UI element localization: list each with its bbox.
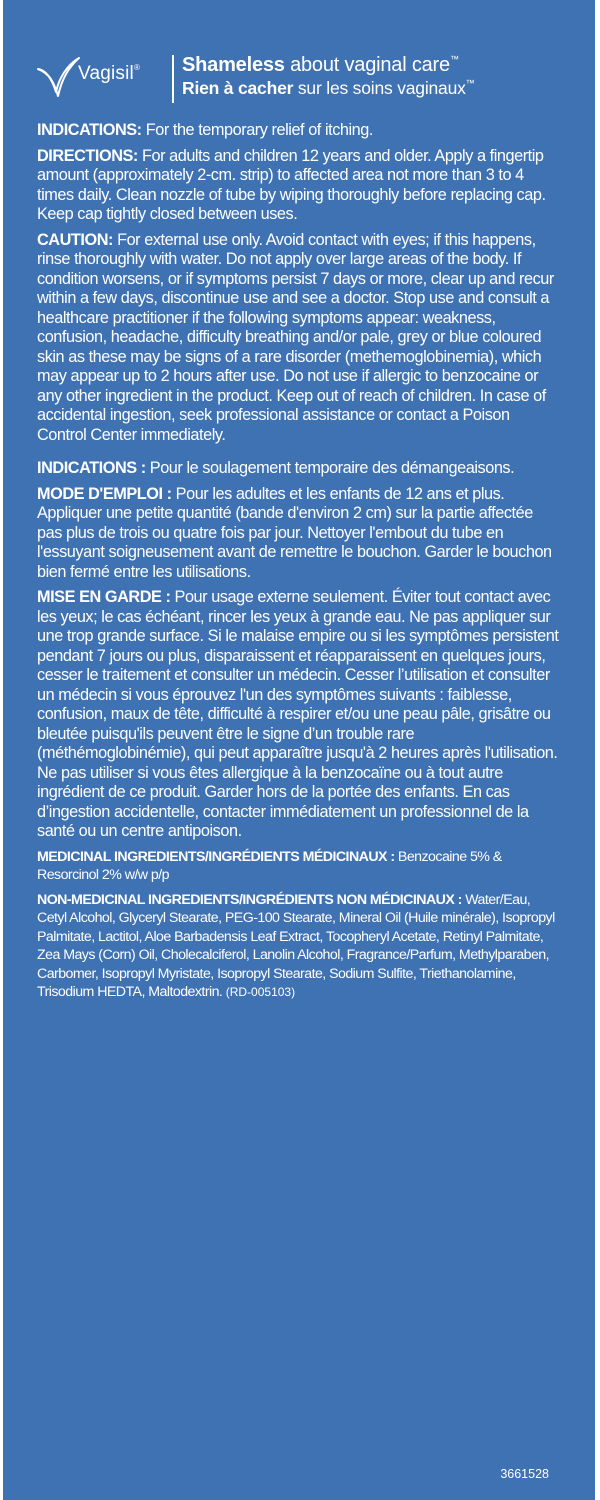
fr-mode-emploi: MODE D'EMPLOI : Pour les adultes et les enfants de 12 ans et plus. Appliquer une petite quantité (bande d'environ 2 cm) sur la partie affectée pas plus de trois ou quatre fois par jour. Nettoyer l'embout du tube en l'essuyant soigneusement avant de remettre le bouchon. Garder le bouchon bien fermé entre les utilisations.: [37, 484, 552, 581]
fr-mise-en-garde: MISE EN GARDE : Pour usage externe seulement. Éviter tout contact avec les yeux; le cas échéant, rincer les yeux à grande eau. Ne pas appliquer sur une trop grande surface. Si le malaise empire ou si les symptômes persistent pendant 7 jours ou plus, disparaissent et réapparaissent en quelques jours, cesser le traitement et consulter un médecin. Cesser l’utilisation et consulter un médecin si vous éprouvez l'un des symptômes suivants : faiblesse, confusion, maux de tête, difficulté à respirer et/ou une peau pâle, grisâtre ou bleutée puisqu'ils peuvent être le signe d’un trouble rare (méthémoglobinémie), qui peut apparaître jusqu'à 2 heures après l'utilisation. Ne pas utiliser si vous êtes allergique à la benzocaïne ou à tout autre ingrédient de ce produit. Garder hors de la portée des enfants. En cas d’ingestion accidentelle, contacter immédiatement un professionnel de la santé ou un centre antipoison.: [37, 588, 559, 840]
en-directions: DIRECTIONS: For adults and children 12 years and older. Apply a fingertip amount (approximately 2-cm. strip) to affected area not more than 3 to 4 times daily. Clean nozzle of tube by wiping thoroughly before replacing cap. Keep cap tightly closed between uses.: [37, 146, 546, 223]
brand-header: [3, 0, 595, 110]
medicinal-ingredients: MEDICINAL INGREDIENTS/INGRÉDIENTS MÉDICINAUX : Benzocaine 5% & Resorcinol 2% w/w p/p: [37, 848, 502, 883]
header-divider: [172, 55, 174, 103]
label-text: [37, 121, 561, 1002]
en-indications: INDICATIONS: For the temporary relief of itching.: [37, 121, 373, 139]
vagisil-logo-icon: [35, 56, 81, 107]
product-label-panel: [3, 0, 595, 1500]
non-medicinal-ingredients: NON-MEDICINAL INGREDIENTS/INGRÉDIENTS NON MÉDICINAUX : Water/Eau, Cetyl Alcohol, Glyceryl Stearate, PEG-100 Stearate, Mineral Oil (Huile minérale), Isopropyl Palmitate, Lactitol, Aloe Barbadensis Leaf Extract, Tocopheryl Acetate, Retinyl Palmitate, Zea Mays (Corn) Oil, Cholecalciferol, Lanolin Alcohol, Fragrance/Parfum, Methylparaben, Carbomer, Isopropyl Myristate, Isopropyl Stearate, Sodium Sulfite, Triethanolamine, Trisodium HEDTA, Maltodextrin. (RD-005103): [37, 891, 555, 1000]
fr-indications: INDICATIONS : Pour le soulagement temporaire des démangeaisons.: [37, 459, 515, 477]
en-caution: CAUTION: For external use only. Avoid contact with eyes; if this happens, rinse thoroughly with water. Do not apply over large areas of the body. If condition worsens, or if symptoms persist 7 days or more, clear up and recur within a few days, discontinue use and see a doctor. Stop use and consult a healthcare practitioner if the following symptoms appear: weakness, confusion, headache, difficulty breathing and/or pale, grey or blue coloured skin as these may be signs of a rare disorder (methemoglobinemia), which may appear up to 2 hours after use. Do not use if allergic to benzocaine or any other ingredient in the product. Keep out of reach of children. In case of accidental ingestion, seek professional assistance or contact a Poison Control Center immediately.: [37, 230, 554, 444]
tagline-english: Shameless about vaginal care™: [182, 54, 459, 76]
brand-name: Vagisil®: [78, 63, 141, 84]
tagline-french: Rien à cacher sur les soins vaginaux™: [182, 78, 475, 98]
reference-code: (RD-005103): [225, 985, 296, 999]
product-code: 3661528: [500, 1467, 549, 1481]
